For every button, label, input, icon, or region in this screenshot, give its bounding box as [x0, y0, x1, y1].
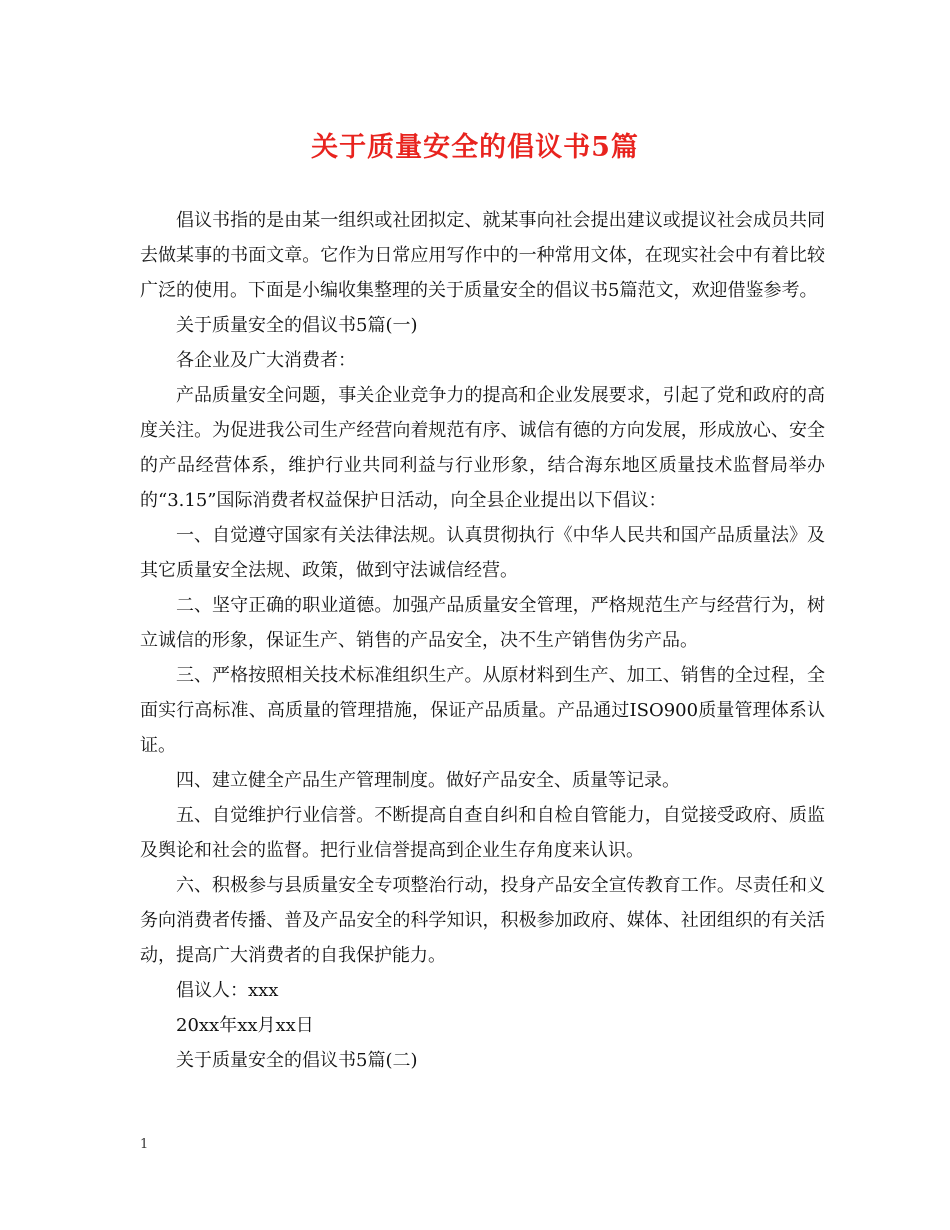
section-heading-2: 关于质量安全的倡议书5篇(二) — [176, 1050, 418, 1071]
page-number: 1 — [140, 1137, 149, 1152]
document-title: 关于质量安全的倡议书5篇 — [311, 132, 639, 163]
section-heading-1: 关于质量安全的倡议书5篇(一) — [176, 315, 418, 336]
proposal-item-6: 六、积极参与县质量安全专项整治行动，投身产品安全宣传教育工作。尽责任和义务向消费者传播、普及产品安全的科学知识，积极参加政府、媒体、社团组织的有关活动，提高广大消费者的自我保护能力。 — [140, 875, 825, 966]
proposal-item-2: 二、坚守正确的职业道德。加强产品质量安全管理，严格规范生产与经营行为，树立诚信的形象，保证生产、销售的产品安全，决不生产销售伪劣产品。 — [140, 595, 825, 651]
proposal-item-3: 三、严格按照相关技术标准组织生产。从原材料到生产、加工、销售的全过程，全面实行高标准、高质量的管理措施，保证产品质量。产品通过ISO900质量管理体系认证。 — [140, 665, 825, 756]
document-body — [140, 203, 825, 1078]
body-paragraph: 产品质量安全问题，事关企业竞争力的提高和企业发展要求，引起了党和政府的高度关注。为促进我公司生产经营向着规范有序、诚信有德的方向发展，形成放心、安全的产品经营体系，维护行业共同利益与行业形象，结合海东地区质量技术监督局举办的“3.15”国际消费者权益保护日活动，向全县企业提出以下倡议： — [140, 385, 825, 511]
proposal-item-1: 一、自觉遵守国家有关法律法规。认真贯彻执行《中华人民共和国产品质量法》及其它质量安全法规、政策，做到守法诚信经营。 — [140, 525, 825, 581]
date-line: 20xx年xx月xx日 — [176, 1015, 314, 1036]
signatory: 倡议人：xxx — [176, 980, 279, 1001]
proposal-item-5: 五、自觉维护行业信誉。不断提高自查自纠和自检自管能力，自觉接受政府、质监及舆论和社会的监督。把行业信誉提高到企业生存角度来认识。 — [140, 805, 825, 861]
proposal-item-4: 四、建立健全产品生产管理制度。做好产品安全、质量等记录。 — [176, 770, 680, 791]
salutation: 各企业及广大消费者： — [176, 350, 356, 371]
intro-paragraph: 倡议书指的是由某一组织或社团拟定、就某事向社会提出建议或提议社会成员共同去做某事的书面文章。它作为日常应用写作中的一种常用文体，在现实社会中有着比较广泛的使用。下面是小编收集整理的关于质量安全的倡议书5篇范文，欢迎借鉴参考。 — [140, 210, 825, 301]
